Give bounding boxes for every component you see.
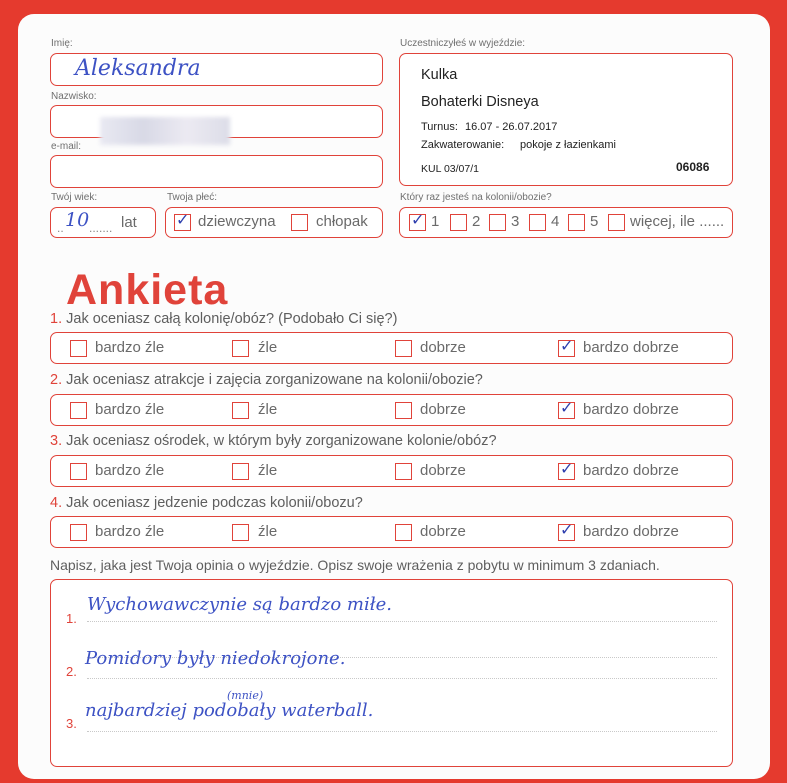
visits-group: [399, 207, 733, 238]
visits-label: Który raz jesteś na kolonii/obozie?: [400, 192, 552, 203]
trip-code: KUL 03/07/1: [421, 163, 479, 175]
question-2-options: [50, 394, 733, 426]
accommodation-label: Zakwaterowanie:: [421, 139, 505, 151]
visit-more-checkbox[interactable]: [608, 214, 625, 231]
trip-box: [399, 53, 733, 186]
gender-group: [165, 207, 383, 238]
q4-option-zle-checkbox[interactable]: [232, 524, 249, 541]
option-label: bardzo dobrze: [583, 339, 679, 356]
line-number: 2.: [66, 664, 77, 679]
age-label: Twój wiek:: [51, 192, 98, 203]
age-value: 10: [65, 209, 90, 231]
survey-title: Ankieta: [66, 266, 229, 314]
gender-label: Twoja płeć:: [167, 192, 218, 203]
opinion-insertion: (mnie): [227, 689, 264, 702]
turnus-value: 16.07 - 26.07.2017: [465, 121, 558, 133]
opinion-line-2: Pomidory były niedokrojone.: [85, 648, 346, 669]
visit-3-label: 3: [511, 213, 520, 230]
opinion-field[interactable]: [50, 579, 733, 767]
option-label: źle: [258, 523, 278, 540]
opinion-line-3: najbardziej podobały waterball.: [85, 700, 374, 721]
option-label: źle: [258, 462, 278, 479]
trip-subtitle: Bohaterki Disneya: [421, 94, 539, 110]
q2-option-bardzo-zle-checkbox[interactable]: [70, 402, 87, 419]
line-divider: [87, 731, 717, 732]
gender-boy-label: chłopak: [316, 213, 368, 230]
survey-sheet: [18, 14, 770, 779]
option-label: bardzo źle: [95, 523, 165, 540]
option-label: dobrze: [420, 339, 466, 356]
surname-label: Nazwisko:: [51, 91, 97, 102]
gender-girl-checkbox[interactable]: [174, 210, 191, 231]
option-label: bardzo dobrze: [583, 523, 679, 540]
visit-5-checkbox[interactable]: [568, 214, 585, 231]
option-label: bardzo źle: [95, 401, 165, 418]
question-1-options: [50, 332, 733, 364]
option-label: bardzo źle: [95, 339, 165, 356]
line-number: 1.: [66, 611, 77, 626]
checkmark-icon: ✓: [176, 210, 190, 229]
option-label: bardzo dobrze: [583, 462, 679, 479]
q1-option-zle-checkbox[interactable]: [232, 340, 249, 357]
trip-label: Uczestniczyłeś w wyjeździe:: [400, 38, 526, 49]
trip-number: 06086: [676, 160, 710, 174]
line-divider: [87, 678, 717, 679]
visit-5-label: 5: [590, 213, 599, 230]
email-label: e-mail:: [51, 141, 82, 152]
name-value: Aleksandra: [75, 56, 201, 81]
question-2: 2. Jak oceniasz atrakcje i zajęcia zorganizowane na kolonii/obozie?: [50, 372, 483, 388]
visit-1-label: 1: [431, 213, 440, 230]
option-label: dobrze: [420, 401, 466, 418]
q2-option-bardzo-dobrze-checkbox[interactable]: [558, 398, 575, 419]
visit-4-checkbox[interactable]: [529, 214, 546, 231]
option-label: źle: [258, 339, 278, 356]
name-label: Imię:: [51, 38, 73, 49]
q4-option-bardzo-zle-checkbox[interactable]: [70, 524, 87, 541]
q1-option-bardzo-dobrze-checkbox[interactable]: [558, 336, 575, 357]
question-3-options: [50, 455, 733, 487]
redacted-surname: [100, 117, 230, 145]
line-number: 3.: [66, 716, 77, 731]
gender-boy-checkbox[interactable]: [291, 214, 308, 231]
name-field[interactable]: [50, 53, 383, 86]
q3-option-dobrze-checkbox[interactable]: [395, 463, 412, 480]
age-field[interactable]: .. 10 ....... lat: [50, 207, 156, 238]
opinion-line-1: Wychowawczynie są bardzo miłe.: [87, 594, 392, 615]
question-1: 1. Jak oceniasz całą kolonię/obóz? (Podobało Ci się?): [50, 311, 398, 327]
question-3: 3. Jak oceniasz ośrodek, w którym były zorganizowane kolonie/obóz?: [50, 433, 497, 449]
visit-3-checkbox[interactable]: [489, 214, 506, 231]
visit-2-label: 2: [472, 213, 481, 230]
option-label: bardzo źle: [95, 462, 165, 479]
option-label: dobrze: [420, 462, 466, 479]
q2-option-zle-checkbox[interactable]: [232, 402, 249, 419]
option-label: źle: [258, 401, 278, 418]
gender-girl-label: dziewczyna: [198, 213, 276, 230]
q1-option-bardzo-zle-checkbox[interactable]: [70, 340, 87, 357]
question-4-options: [50, 516, 733, 548]
checkmark-icon: ✓: [560, 398, 574, 417]
checkmark-icon: ✓: [560, 520, 574, 539]
q3-option-bardzo-dobrze-checkbox[interactable]: [558, 459, 575, 480]
turnus-label: Turnus:: [421, 121, 458, 133]
q4-option-dobrze-checkbox[interactable]: [395, 524, 412, 541]
q2-option-dobrze-checkbox[interactable]: [395, 402, 412, 419]
q4-option-bardzo-dobrze-checkbox[interactable]: [558, 520, 575, 541]
question-4: 4. Jak oceniasz jedzenie podczas kolonii/obozu?: [50, 495, 363, 511]
visit-1-checkbox[interactable]: [409, 210, 426, 231]
opinion-prompt: Napisz, jaka jest Twoja opinia o wyjeździe. Opisz swoje wrażenia z pobytu w minimum 3 zdaniach.: [50, 557, 660, 573]
checkmark-icon: ✓: [411, 210, 425, 229]
q1-option-dobrze-checkbox[interactable]: [395, 340, 412, 357]
age-unit: lat: [121, 214, 137, 231]
trip-name: Kulka: [421, 67, 458, 83]
q3-option-zle-checkbox[interactable]: [232, 463, 249, 480]
email-field[interactable]: [50, 155, 383, 188]
checkmark-icon: ✓: [560, 336, 574, 355]
option-label: bardzo dobrze: [583, 401, 679, 418]
line-divider: [87, 621, 717, 622]
accommodation-value: pokoje z łazienkami: [520, 139, 616, 151]
visit-2-checkbox[interactable]: [450, 214, 467, 231]
option-label: dobrze: [420, 523, 466, 540]
q3-option-bardzo-zle-checkbox[interactable]: [70, 463, 87, 480]
visit-4-label: 4: [551, 213, 560, 230]
checkmark-icon: ✓: [560, 459, 574, 478]
visit-more-label: więcej, ile ......: [630, 213, 725, 230]
